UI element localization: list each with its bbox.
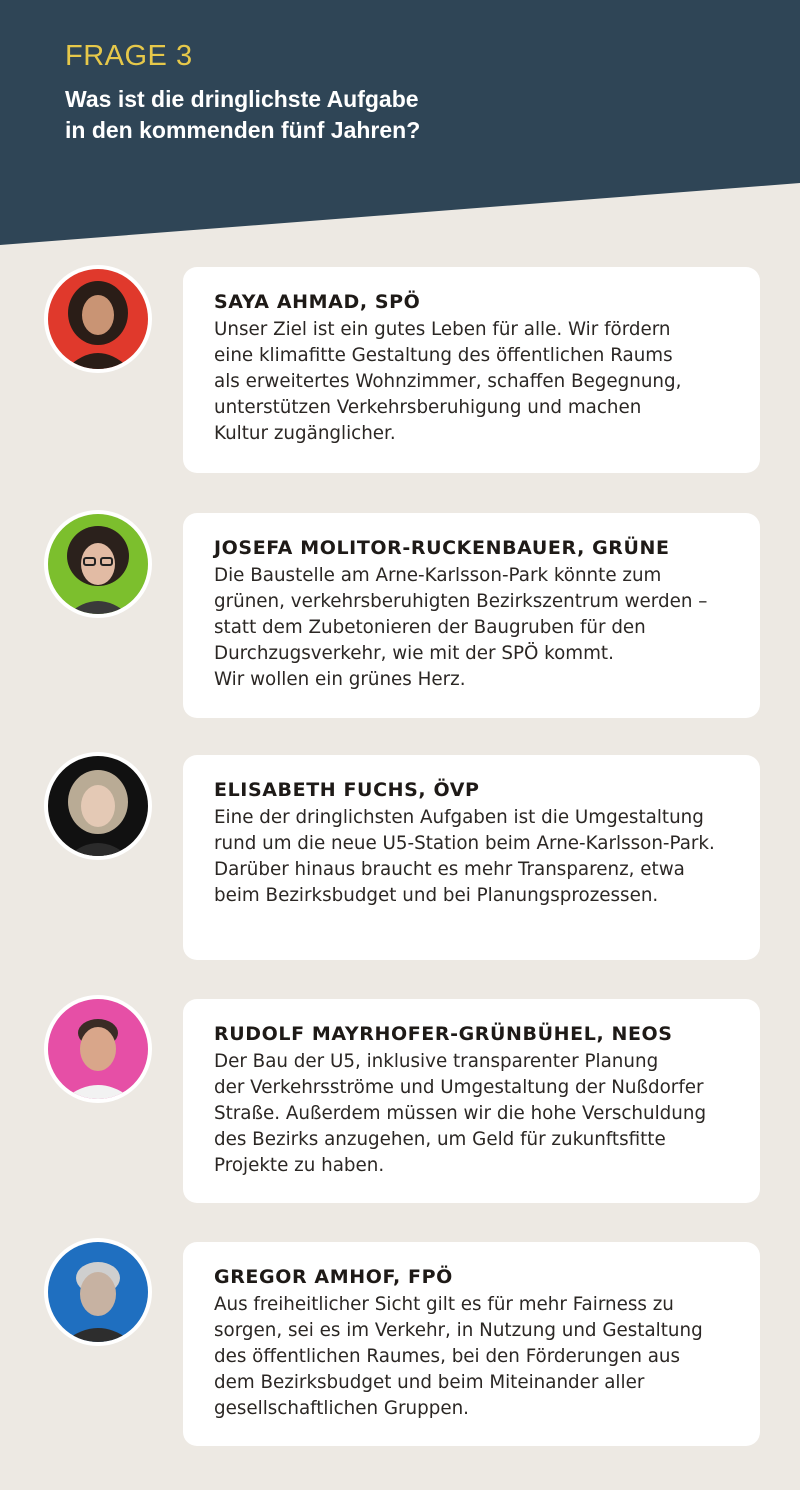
answer-line: grünen, verkehrsberuhigten Bezirkszentrum werden – bbox=[214, 591, 708, 612]
portrait-icon bbox=[48, 756, 148, 856]
portrait-icon bbox=[48, 269, 148, 369]
answer-text bbox=[214, 317, 740, 447]
answer-line: der Verkehrsströme und Umgestaltung der Nußdorfer bbox=[214, 1077, 704, 1098]
answer-card bbox=[183, 513, 760, 718]
question-title bbox=[65, 84, 585, 146]
candidate-name: RUDOLF MAYRHOFER-GRÜNBÜHEL, NEOS bbox=[214, 1023, 673, 1045]
answer-line: Der Bau der U5, inklusive transparenter Planung bbox=[214, 1051, 659, 1072]
answer-line: eine klimafitte Gestaltung des öffentlichen Raums bbox=[214, 345, 673, 366]
portrait-icon bbox=[48, 999, 148, 1099]
answer-line: sorgen, sei es im Verkehr, in Nutzung und Gestaltung bbox=[214, 1320, 703, 1341]
candidate-name: GREGOR AMHOF, FPÖ bbox=[214, 1266, 453, 1288]
answer-line: des öffentlichen Raumes, bei den Förderungen aus bbox=[214, 1346, 681, 1367]
candidate-name: JOSEFA MOLITOR-RUCKENBAUER, GRÜNE bbox=[214, 537, 670, 559]
answer-line: Eine der dringlichsten Aufgaben ist die Umgestaltung bbox=[214, 807, 704, 828]
question-line: Was ist die dringlichste Aufgabe bbox=[65, 86, 419, 112]
answer-line: Wir wollen ein grünes Herz. bbox=[214, 669, 466, 690]
answer-text bbox=[214, 563, 740, 693]
avatar bbox=[44, 995, 152, 1103]
answer-line: unterstützen Verkehrsberuhigung und machen bbox=[214, 397, 642, 418]
portrait-icon bbox=[48, 1242, 148, 1342]
answer-card bbox=[183, 1242, 760, 1446]
answer-line: statt dem Zubetonieren der Baugruben für den bbox=[214, 617, 646, 638]
answer-line: Projekte zu haben. bbox=[214, 1155, 385, 1176]
answer-line: dem Bezirksbudget und beim Miteinander aller bbox=[214, 1372, 645, 1393]
answer-line: gesellschaftlichen Gruppen. bbox=[214, 1398, 469, 1419]
avatar bbox=[44, 265, 152, 373]
answer-line: Die Baustelle am Arne-Karlsson-Park könnte zum bbox=[214, 565, 662, 586]
answer-card bbox=[183, 267, 760, 473]
answer-line: rund um die neue U5-Station beim Arne-Karlsson-Park. bbox=[214, 833, 715, 854]
answer-line: Straße. Außerdem müssen wir die hohe Verschuldung bbox=[214, 1103, 707, 1124]
avatar bbox=[44, 1238, 152, 1346]
answer-card bbox=[183, 999, 760, 1203]
answer-line: Durchzugsverkehr, wie mit der SPÖ kommt. bbox=[214, 643, 614, 664]
question-label: FRAGE 3 bbox=[65, 40, 193, 72]
answer-text bbox=[214, 1292, 740, 1422]
answer-line: Unser Ziel ist ein gutes Leben für alle. Wir fördern bbox=[214, 319, 671, 340]
answer-card bbox=[183, 755, 760, 960]
answer-text bbox=[214, 805, 740, 909]
answer-line: des Bezirks anzugehen, um Geld für zukunftsfitte bbox=[214, 1129, 666, 1150]
avatar bbox=[44, 752, 152, 860]
answer-line: Aus freiheitlicher Sicht gilt es für mehr Fairness zu bbox=[214, 1294, 674, 1315]
answer-text bbox=[214, 1049, 740, 1179]
question-line: in den kommenden fünf Jahren? bbox=[65, 117, 421, 143]
avatar bbox=[44, 510, 152, 618]
answer-line: beim Bezirksbudget und bei Planungsprozessen. bbox=[214, 885, 659, 906]
candidate-name: ELISABETH FUCHS, ÖVP bbox=[214, 779, 480, 801]
candidate-name: SAYA AHMAD, SPÖ bbox=[214, 291, 421, 313]
answer-line: als erweitertes Wohnzimmer, schaffen Begegnung, bbox=[214, 371, 682, 392]
portrait-icon bbox=[48, 514, 148, 614]
answer-line: Kultur zugänglicher. bbox=[214, 423, 396, 444]
answer-line: Darüber hinaus braucht es mehr Transparenz, etwa bbox=[214, 859, 685, 880]
